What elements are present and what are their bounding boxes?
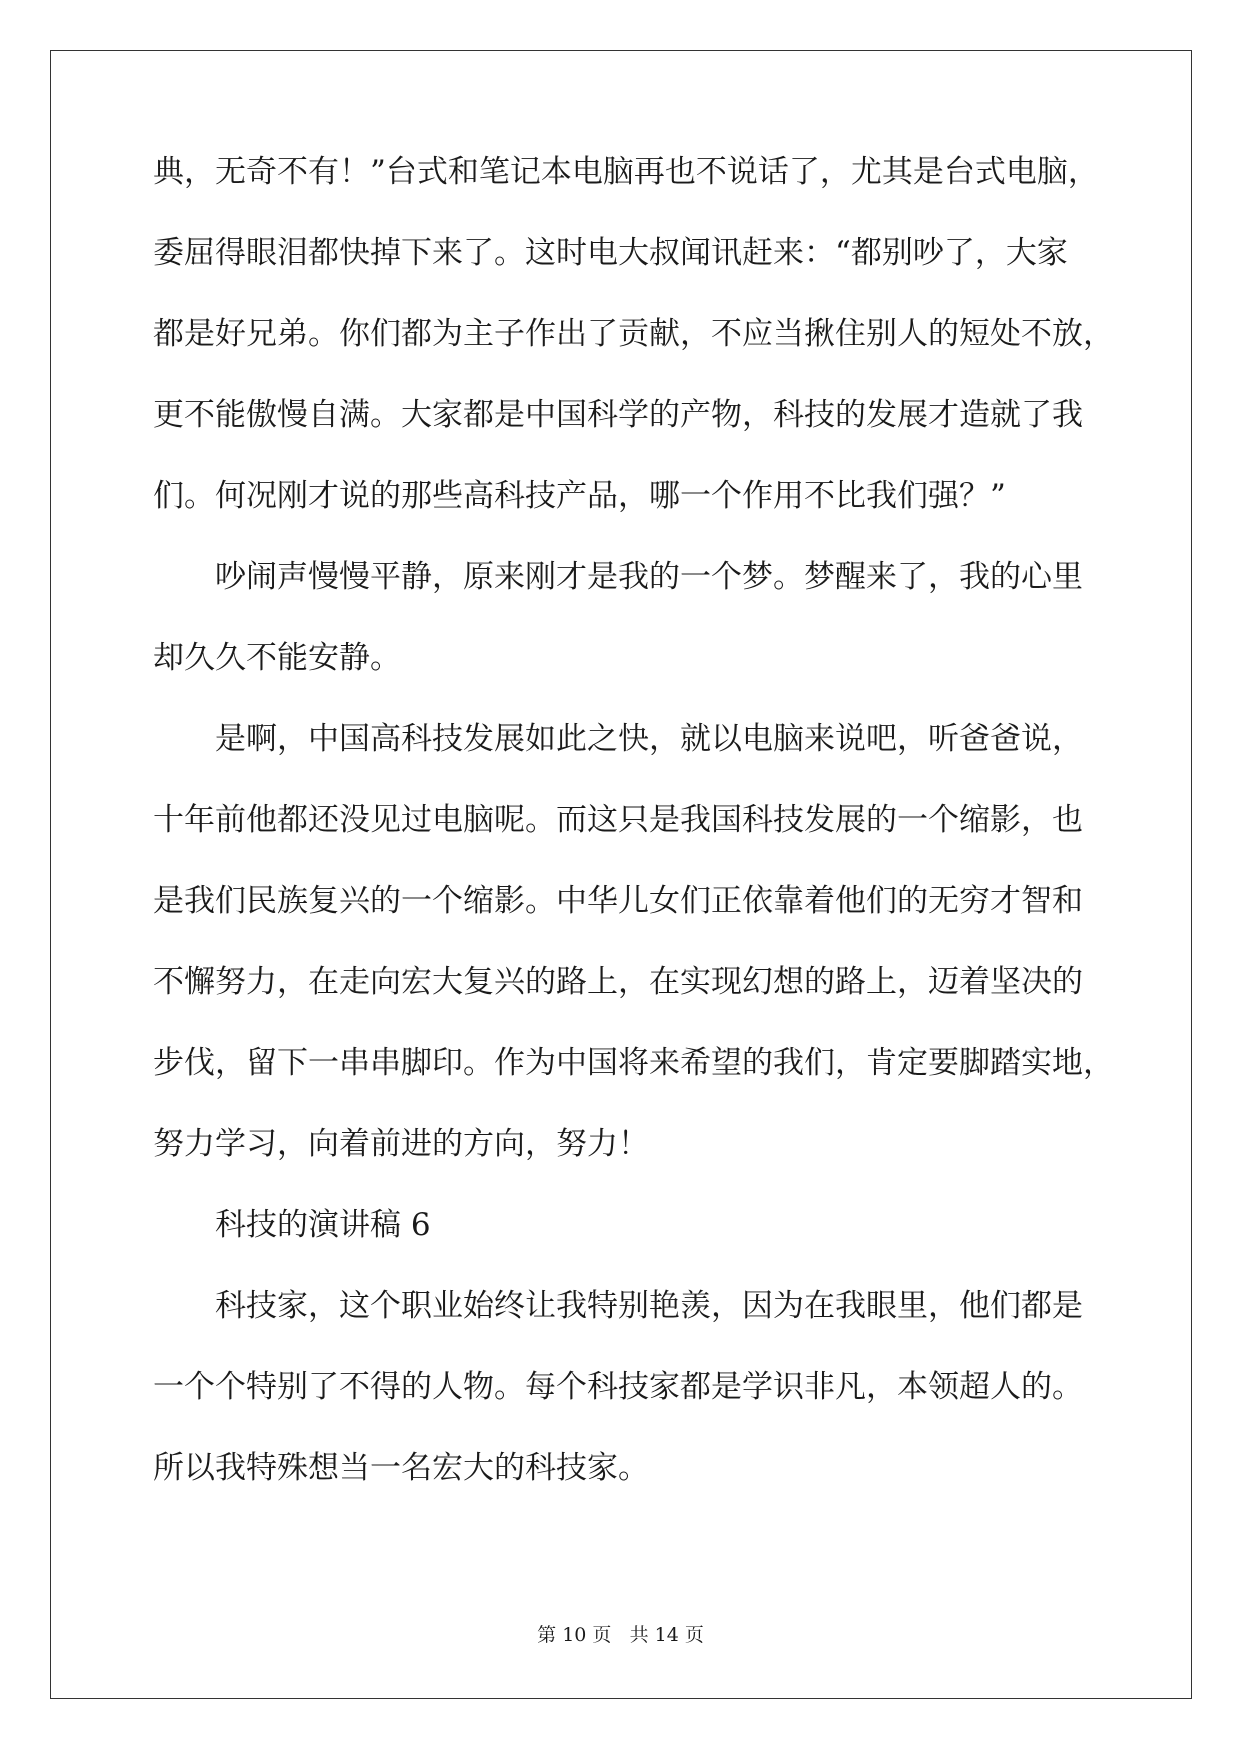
text-line: 不懈努力，在走向宏大复兴的路上，在实现幻想的路上，迈着坚决的 xyxy=(153,964,1083,1000)
text-line: 们。何况刚才说的那些高科技产品，哪一个作用不比我们强？” xyxy=(153,478,1006,514)
text-line: 十年前他都还没见过电脑呢。而这只是我国科技发展的一个缩影，也 xyxy=(153,802,1083,838)
text-line: 所以我特殊想当一名宏大的科技家。 xyxy=(153,1450,649,1486)
text-line: 都是好兄弟。你们都为主子作出了贡献，不应当揪住别人的短处不放， xyxy=(153,316,1114,352)
paragraph-start-line: 是啊，中国高科技发展如此之快，就以电脑来说吧，听爸爸说， xyxy=(215,721,1083,757)
text-line: 更不能傲慢自满。大家都是中国科学的产物，科技的发展才造就了我 xyxy=(153,397,1083,433)
text-line: 一个个特别了不得的人物。每个科技家都是学识非凡，本领超人的。 xyxy=(153,1369,1083,1405)
page-number: 第 10 页 xyxy=(537,1624,612,1646)
paragraph-start-line: 科技家，这个职业始终让我特别艳羡，因为在我眼里，他们都是 xyxy=(215,1288,1083,1324)
document-body xyxy=(153,154,1114,1531)
text-line: 却久久不能安静。 xyxy=(153,640,401,676)
paragraph-start-line: 吵闹声慢慢平静，原来刚才是我的一个梦。梦醒来了，我的心里 xyxy=(215,559,1083,595)
page-footer xyxy=(0,1623,1241,1647)
text-line: 努力学习，向着前进的方向，努力！ xyxy=(153,1126,649,1162)
text-line: 步伐，留下一串串脚印。作为中国将来希望的我们，肯定要脚踏实地， xyxy=(153,1045,1114,1081)
text-line: 是我们民族复兴的一个缩影。中华儿女们正依靠着他们的无穷才智和 xyxy=(153,883,1083,919)
text-line: 委屈得眼泪都快掉下来了。这时电大叔闻讯赶来：“都别吵了，大家 xyxy=(153,235,1068,271)
section-heading: 科技的演讲稿 6 xyxy=(215,1207,431,1243)
page-total: 共 14 页 xyxy=(629,1624,704,1646)
text-line: 典，无奇不有！”台式和笔记本电脑再也不说话了，尤其是台式电脑， xyxy=(153,154,1099,190)
